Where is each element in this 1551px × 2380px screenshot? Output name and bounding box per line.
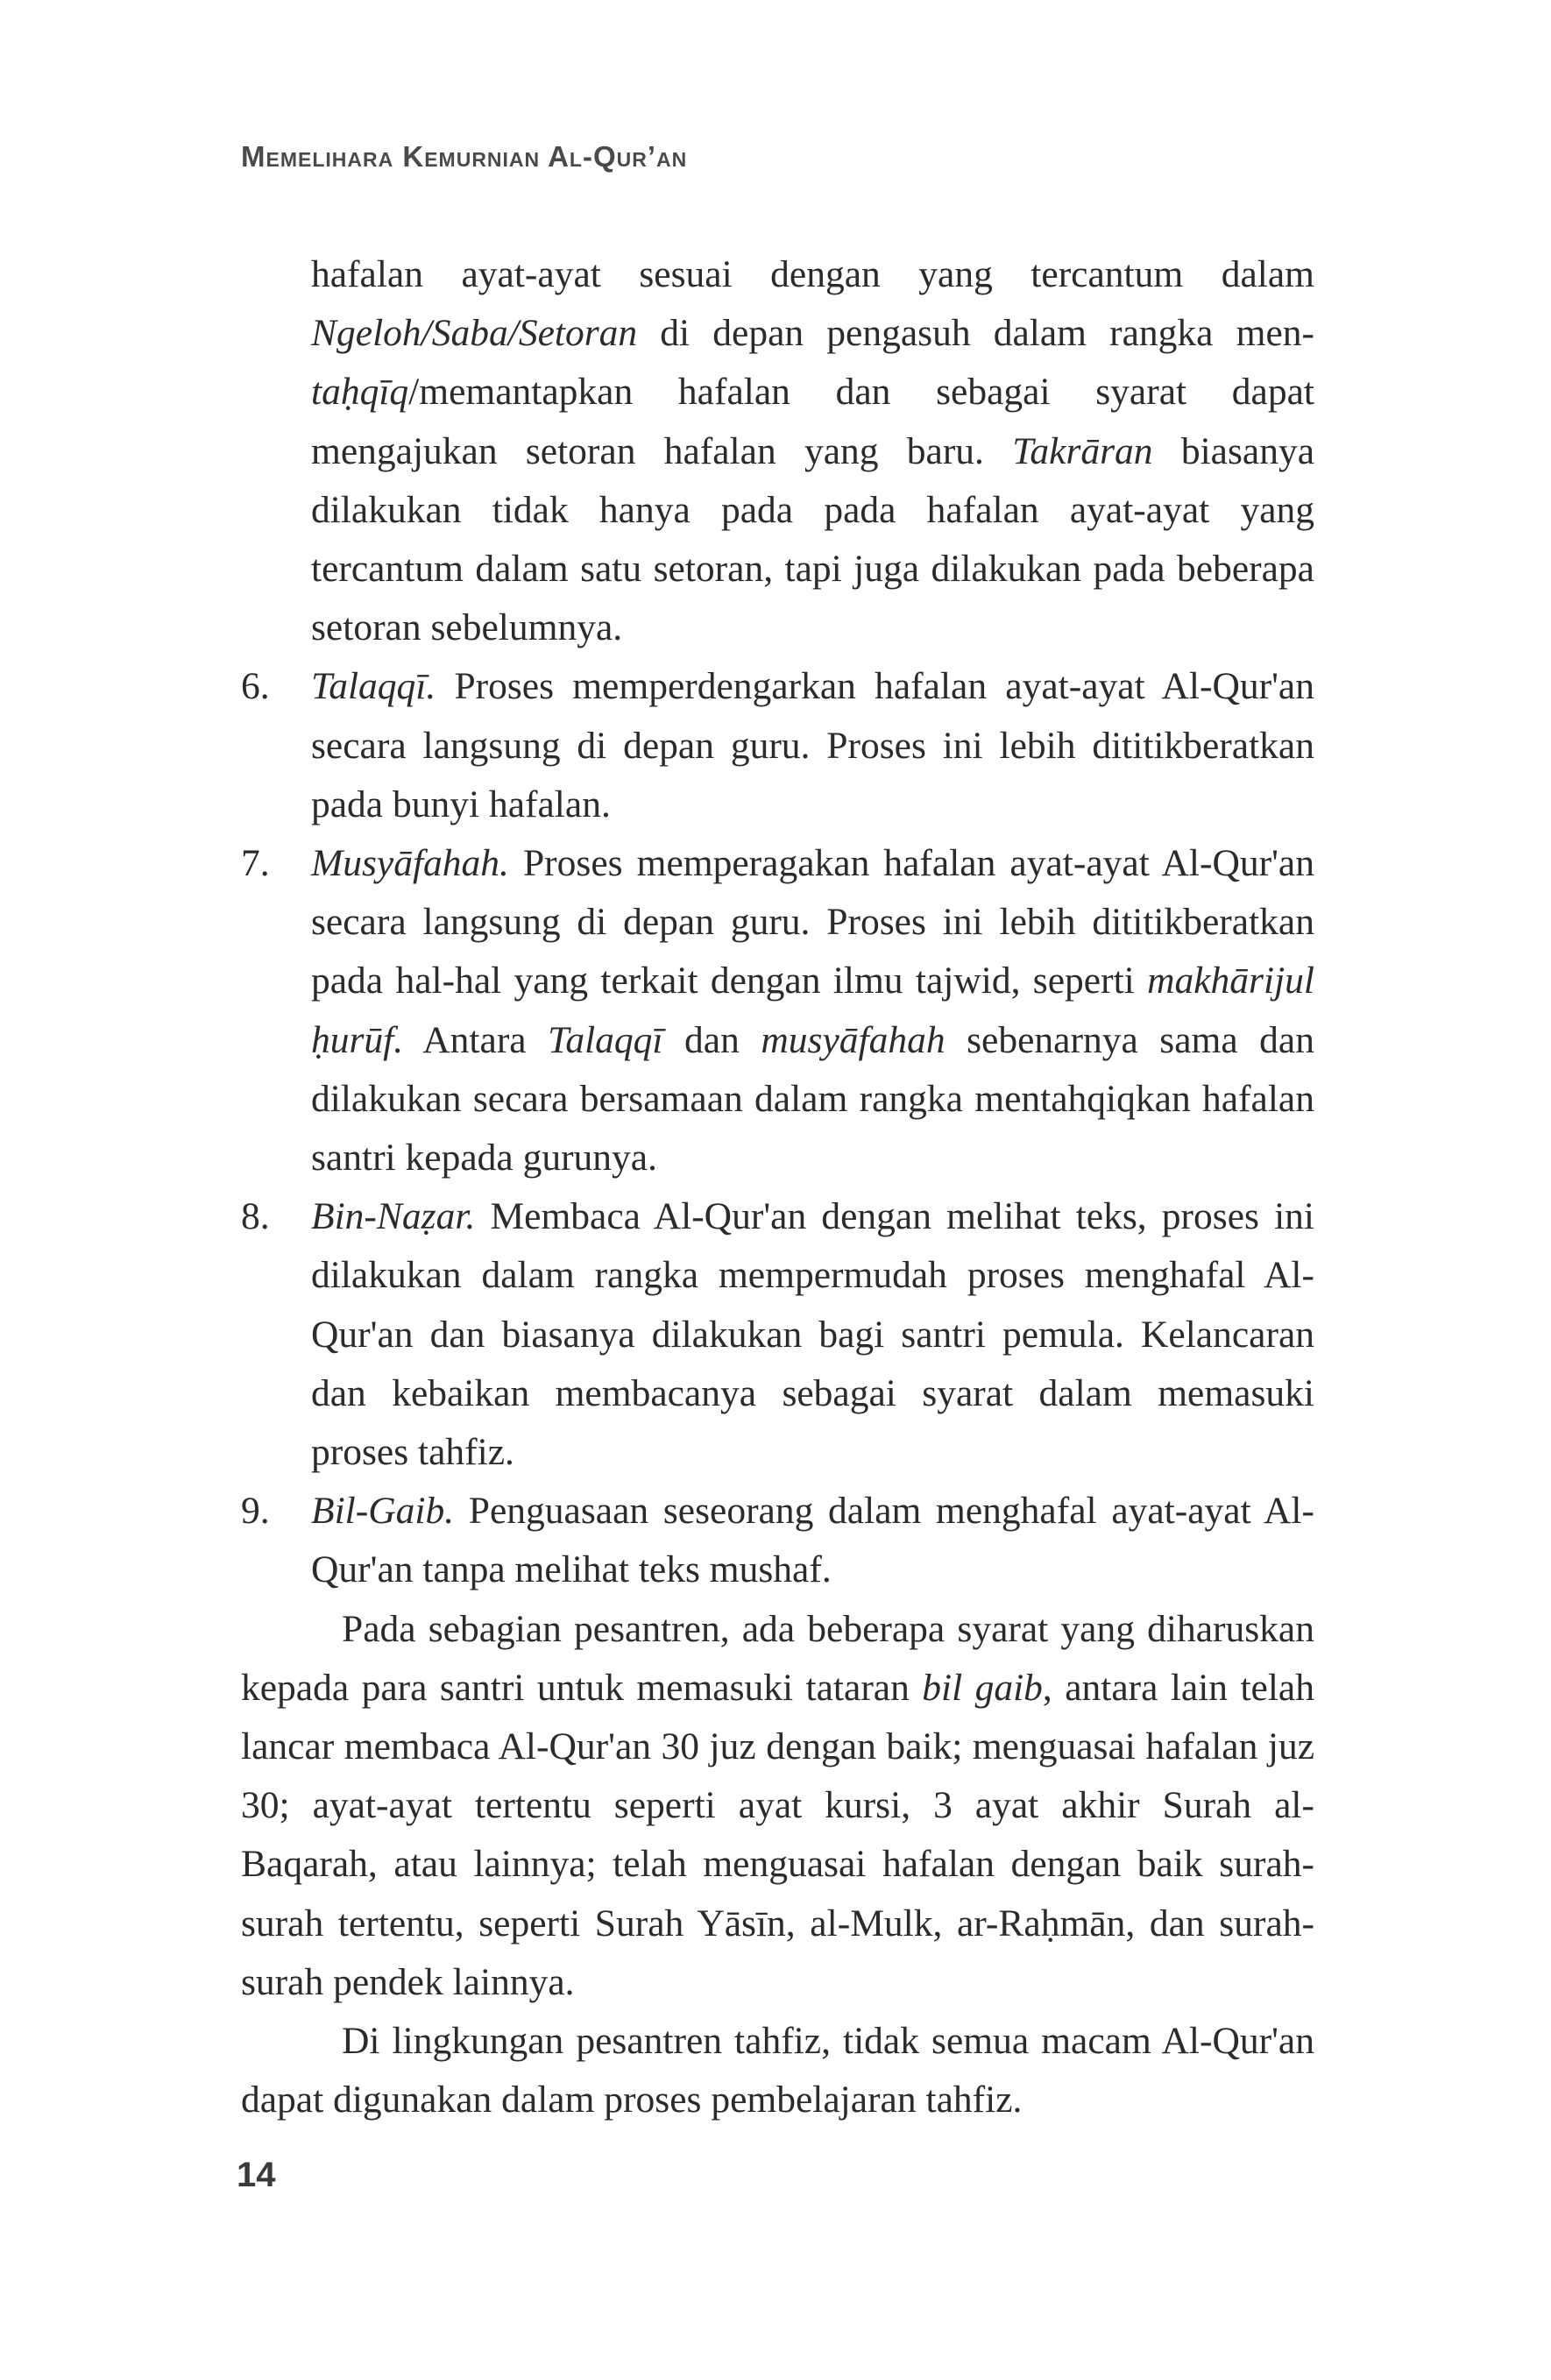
text-run: hafalan ayat-ayat sesuai dengan yang tercantum dalam — [311, 253, 1314, 295]
item-term: Bin-Naẓar. — [311, 1195, 476, 1238]
body-paragraph: Di lingkungan pesantren tahfiz, tidak semua macam Al-Qur'an dapat digunakan dalam proses pembelajaran tahfiz. — [241, 2020, 1314, 2121]
item-term: Musyāfahah. — [311, 842, 509, 885]
italic-term: musyāfahah — [761, 1018, 945, 1061]
text-run: , antara lain telah lancar membaca Al-Qur'an 30 juz dengan baik; menguasai hafalan juz 30; ayat-ayat tertentu seperti ayat kursi, 3 ayat akhir Surah al-Baqarah, atau lainnya; telah menguasai hafalan dengan baik surah-surah tertentu, seperti Surah Yāsīn, al-Mulk, ar-Raḥmān, dan surah-surah pendek lainnya. — [241, 1666, 1314, 2003]
item-term: Talaqqī. — [311, 665, 436, 708]
list-item-6 — [241, 657, 1314, 834]
italic-term: Talaqqī — [548, 1018, 663, 1061]
item-number: 8. — [241, 1195, 270, 1238]
text-run: Antara — [403, 1018, 549, 1061]
item-term: Bil-Gaib. — [311, 1490, 455, 1533]
text-run: /memantapkan hafalan dan sebagai syarat dapat mengajukan setoran hafalan yang baru. — [311, 371, 1314, 472]
body-paragraph — [241, 1600, 1314, 2012]
continuation-paragraph — [241, 245, 1314, 657]
running-header: Memelihara Kemurnian Al-Qur’an — [241, 140, 688, 173]
item-number: 6. — [241, 665, 270, 708]
text-run: biasanya dilakukan tidak hanya pada pada hafalan ayat-ayat yang tercantum dalam satu setoran, tapi juga dilakukan pada beberapa setoran sebelumnya. — [311, 429, 1314, 649]
italic-term: bil gaib — [922, 1666, 1043, 1709]
text-run: sebenarnya sama dan dilakukan secara bersamaan dalam rangka mentahqiqkan hafalan santri kepada gurunya. — [311, 1018, 1314, 1179]
item-text: Penguasaan seseorang dalam menghafal ayat-ayat Al-Qur'an tanpa melihat teks mushaf. — [311, 1490, 1314, 1591]
list-item-9 — [241, 1482, 1314, 1599]
text-run: Proses memperagakan hafalan ayat-ayat Al-Qur'an secara langsung di depan guru. Proses ini lebih dititikberatkan pada hal-hal yang terkait dengan ilmu tajwid, seperti — [311, 842, 1314, 1002]
italic-term: Ngeloh/Saba/Setoran — [311, 312, 638, 355]
text-run: dan — [662, 1018, 761, 1061]
italic-term: Takrāran — [1012, 429, 1153, 472]
italic-term: taḥqīq — [311, 371, 409, 414]
item-text: Proses memperdengarkan hafalan ayat-ayat Al-Qur'an secara langsung di depan guru. Proses ini lebih dititikberatkan pada bunyi hafalan. — [311, 665, 1314, 825]
page-number: 14 — [237, 2156, 276, 2194]
item-number: 9. — [241, 1490, 270, 1533]
item-text: Membaca Al-Qur'an dengan melihat teks, proses ini dilakukan dalam rangka mempermudah proses menghafal Al-Qur'an dan biasanya dilakukan bagi santri pemula. Kelancaran dan kebaikan membacanya sebagai syarat dalam memasuki proses tahfiz. — [311, 1195, 1314, 1474]
text-run: Pada sebagian pesantren, ada beberapa syarat yang diharuskan kepada para santri untuk memasuki tataran — [241, 1607, 1314, 1709]
list-item-7 — [241, 834, 1314, 1187]
item-number: 7. — [241, 842, 270, 885]
text-run: di depan pengasuh dalam rangka men- — [637, 312, 1314, 355]
page-body — [241, 245, 1314, 2130]
list-item-8 — [241, 1187, 1314, 1482]
italic-term: makhārijul ḥurūf. — [311, 960, 1314, 1061]
